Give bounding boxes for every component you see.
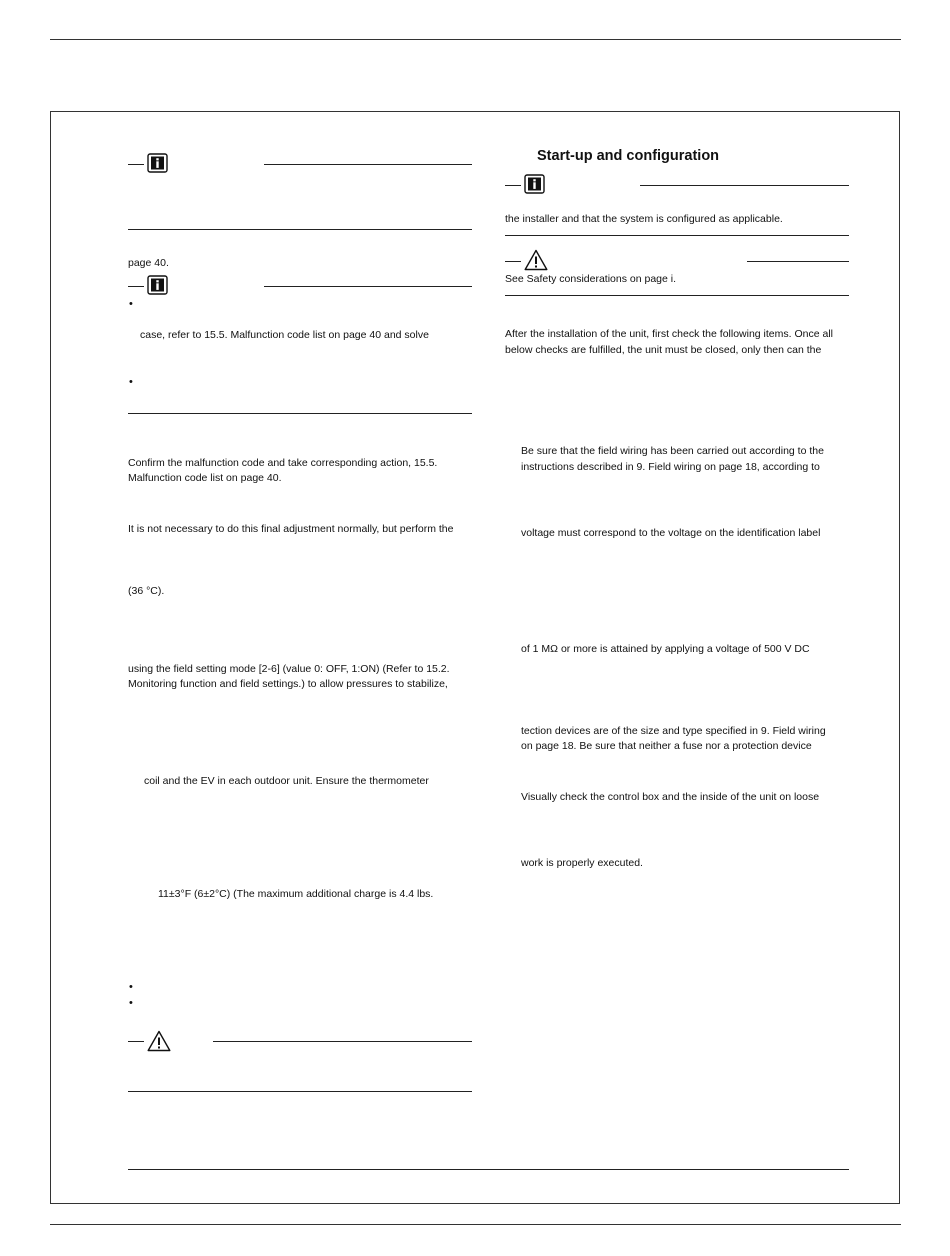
paragraph-line: (36 °C). (128, 585, 165, 597)
note-dash (128, 286, 144, 287)
note-header-rule (264, 286, 472, 287)
paragraph-line: After the installation of the unit, first check the following items. Once all (505, 328, 833, 340)
bullet: • (129, 981, 133, 993)
note-footer-rule (505, 235, 849, 236)
checklist-line: Visually check the control box and the inside of the unit on loose (521, 791, 820, 803)
paragraph-line: below checks are fulfilled, the unit must be closed, only then can the (505, 344, 822, 356)
checklist-line: of 1 MΩ or more is attained by applying a voltage of 500 V DC (521, 643, 810, 655)
info-icon (524, 174, 545, 194)
warning-triangle-icon (147, 1030, 171, 1052)
bullet: • (129, 376, 133, 388)
note-text: page 40. (128, 257, 169, 269)
warning-triangle-icon (524, 249, 548, 271)
note-footer-rule (128, 229, 472, 230)
warning-header-rule (747, 261, 849, 262)
note-dash (128, 164, 144, 165)
paragraph-line: It is not necessary to do this final adjustment normally, but perform the (128, 523, 454, 535)
note-footer-rule (128, 413, 472, 414)
paragraph-line: Malfunction code list on page 40. (128, 472, 282, 484)
warning-footer-rule (505, 295, 849, 296)
paragraph-line: Confirm the malfunction code and take corresponding action, 15.5. (128, 457, 438, 469)
warning-text: See Safety considerations on page i. (505, 273, 677, 285)
checklist-line: tection devices are of the size and type specified in 9. Field wiring (521, 725, 826, 737)
top-rule (50, 39, 901, 40)
bottom-rule (50, 1224, 901, 1225)
warning-dash (505, 261, 521, 262)
checklist-line: instructions described in 9. Field wiring on page 18, according to (521, 461, 820, 473)
content-frame (50, 111, 900, 1204)
bullet: • (129, 997, 133, 1009)
checklist-line: Be sure that the field wiring has been carried out according to the (521, 445, 824, 457)
warning-footer-rule (128, 1091, 472, 1092)
paragraph-line: Monitoring function and field settings.) to allow pressures to stabilize, (128, 678, 448, 690)
warning-dash (128, 1041, 144, 1042)
bullet: • (129, 298, 133, 310)
section-end-rule (128, 1169, 849, 1170)
paragraph-line: 11±3°F (6±2°C) (The maximum additional charge is 4.4 lbs. (158, 888, 434, 900)
note-header-rule (640, 185, 849, 186)
checklist-line: on page 18. Be sure that neither a fuse nor a protection device (521, 740, 812, 752)
paragraph-line: using the field setting mode [2-6] (value 0: OFF, 1:ON) (Refer to 15.2. (128, 663, 450, 675)
checklist-line: voltage must correspond to the voltage on the identification label (521, 527, 821, 539)
warning-header-rule (213, 1041, 472, 1042)
paragraph-line: coil and the EV in each outdoor unit. Ensure the thermometer (144, 775, 429, 787)
info-icon (147, 275, 168, 295)
note-text: case, refer to 15.5. Malfunction code list on page 40 and solve (140, 329, 429, 341)
checklist-line: work is properly executed. (521, 857, 643, 869)
info-icon (147, 153, 168, 173)
note-header-rule (264, 164, 472, 165)
section-heading: Start-up and configuration (537, 148, 720, 164)
note-dash (505, 185, 521, 186)
note-text: the installer and that the system is configured as applicable. (505, 213, 783, 225)
